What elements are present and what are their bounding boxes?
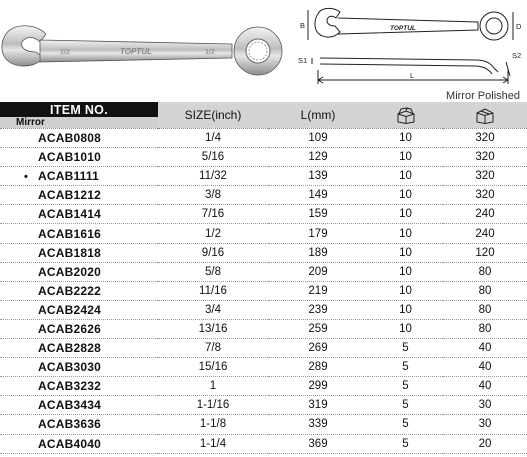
svg-text:L: L — [410, 71, 415, 80]
table-row — [0, 224, 527, 243]
item-code-cell — [0, 224, 158, 243]
carton-qty-cell: 80 — [443, 319, 527, 338]
item-code: ACAB1414 — [38, 207, 101, 222]
carton-qty-cell: 320 — [443, 129, 527, 148]
item-code: ACAB2828 — [38, 341, 101, 356]
item-code: ACAB3434 — [38, 398, 101, 413]
item-code-cell — [0, 434, 158, 453]
length-cell: 189 — [268, 243, 368, 262]
table-header-row — [0, 102, 527, 129]
table-row — [0, 243, 527, 262]
table-row — [0, 319, 527, 338]
carton-qty-cell: 320 — [443, 148, 527, 167]
item-code: ACAB2222 — [38, 283, 101, 298]
item-code-cell — [0, 300, 158, 319]
inner-qty-cell: 10 — [368, 281, 443, 300]
inner-qty-cell: 10 — [368, 262, 443, 281]
length-cell: 139 — [268, 167, 368, 186]
table-row — [0, 148, 527, 167]
item-code: ACAB2626 — [38, 321, 101, 336]
inner-qty-cell: 10 — [368, 243, 443, 262]
item-code: ACAB1818 — [38, 245, 101, 260]
carton-qty-cell: 40 — [443, 358, 527, 377]
item-code: ACAB1111 — [38, 169, 99, 184]
length-cell: 299 — [268, 377, 368, 396]
item-code-cell — [0, 319, 158, 338]
inner-qty-cell: 5 — [368, 358, 443, 377]
finish-label: Mirror Polished — [446, 90, 520, 102]
size-cell: 3/8 — [158, 186, 268, 205]
length-cell: 219 — [268, 281, 368, 300]
length-cell: 289 — [268, 358, 368, 377]
table-row — [0, 396, 527, 415]
table-row — [0, 167, 527, 186]
table-row — [0, 281, 527, 300]
item-code-cell — [0, 129, 158, 148]
item-code: ACAB3232 — [38, 379, 101, 394]
length-cell: 369 — [268, 434, 368, 453]
item-code-cell — [0, 281, 158, 300]
table-row — [0, 415, 527, 434]
size-cell: 1 — [158, 377, 268, 396]
inner-box-header — [368, 102, 443, 129]
length-cell: 129 — [268, 148, 368, 167]
length-cell: 209 — [268, 262, 368, 281]
table-row — [0, 186, 527, 205]
inner-qty-cell: 10 — [368, 148, 443, 167]
size-cell: 15/16 — [158, 358, 268, 377]
inner-qty-cell: 10 — [368, 205, 443, 224]
length-cell: 149 — [268, 186, 368, 205]
table-row — [0, 339, 527, 358]
table-row — [0, 377, 527, 396]
inner-qty-cell: 5 — [368, 434, 443, 453]
item-code-cell — [0, 358, 158, 377]
combination-wrench-image — [0, 22, 285, 84]
table-row — [0, 262, 527, 281]
carton-qty-cell: 20 — [443, 434, 527, 453]
size-cell: 5/16 — [158, 148, 268, 167]
item-code: ACAB1010 — [38, 150, 101, 165]
bullet-marker: • — [24, 171, 29, 184]
size-cell: 1/2 — [158, 224, 268, 243]
table-row — [0, 300, 527, 319]
item-no-header: ITEM NO. Mirror — [0, 102, 158, 129]
item-code-cell — [0, 377, 158, 396]
length-cell: 269 — [268, 339, 368, 358]
carton-qty-cell: 80 — [443, 262, 527, 281]
inner-box-icon — [396, 107, 416, 124]
svg-text:B: B — [300, 21, 306, 30]
size-cell: 5/8 — [158, 262, 268, 281]
carton-icon — [475, 107, 495, 124]
item-code-cell — [0, 415, 158, 434]
item-code-cell — [0, 167, 158, 186]
inner-qty-cell: 10 — [368, 319, 443, 338]
length-cell: 179 — [268, 224, 368, 243]
carton-qty-cell: 30 — [443, 396, 527, 415]
size-cell: 7/16 — [158, 205, 268, 224]
size-cell: 9/16 — [158, 243, 268, 262]
length-cell: 109 — [268, 129, 368, 148]
table-row — [0, 358, 527, 377]
length-cell: 339 — [268, 415, 368, 434]
carton-qty-cell: 320 — [443, 167, 527, 186]
carton-qty-cell: 40 — [443, 339, 527, 358]
carton-qty-cell: 80 — [443, 281, 527, 300]
carton-qty-cell: 320 — [443, 186, 527, 205]
item-code-cell — [0, 205, 158, 224]
size-cell: 3/4 — [158, 300, 268, 319]
item-code: ACAB4040 — [38, 436, 101, 451]
item-code: ACAB3030 — [38, 360, 101, 375]
item-code-cell — [0, 243, 158, 262]
svg-text:S1: S1 — [298, 56, 308, 65]
size-cell: 11/32 — [158, 167, 268, 186]
item-code-cell — [0, 339, 158, 358]
svg-text:1/2: 1/2 — [205, 49, 215, 56]
size-cell: 1-1/8 — [158, 415, 268, 434]
length-header: L(mm) — [268, 102, 368, 129]
size-cell: 11/16 — [158, 281, 268, 300]
length-cell: 259 — [268, 319, 368, 338]
item-code: ACAB0808 — [38, 131, 101, 146]
table-row — [0, 129, 527, 148]
svg-text:D: D — [516, 22, 522, 31]
item-code-cell — [0, 396, 158, 415]
item-code: ACAB2020 — [38, 264, 101, 279]
size-cell: 7/8 — [158, 339, 268, 358]
inner-qty-cell: 5 — [368, 415, 443, 434]
svg-text:S2: S2 — [512, 51, 522, 60]
table-row — [0, 205, 527, 224]
inner-qty-cell: 5 — [368, 396, 443, 415]
size-cell: 1-1/4 — [158, 434, 268, 453]
size-cell: 13/16 — [158, 319, 268, 338]
carton-qty-cell: 240 — [443, 224, 527, 243]
item-code: ACAB2424 — [38, 302, 101, 317]
carton-qty-cell: 80 — [443, 300, 527, 319]
inner-qty-cell: 5 — [368, 339, 443, 358]
length-cell: 319 — [268, 396, 368, 415]
carton-header — [443, 102, 527, 129]
item-code: ACAB1212 — [38, 188, 101, 203]
size-cell: 1-1/16 — [158, 396, 268, 415]
inner-qty-cell: 10 — [368, 300, 443, 319]
inner-qty-cell: 10 — [368, 167, 443, 186]
length-cell: 239 — [268, 300, 368, 319]
svg-text:1/2: 1/2 — [60, 49, 70, 56]
dimension-diagram — [298, 0, 527, 90]
inner-qty-cell: 10 — [368, 186, 443, 205]
size-cell: 1/4 — [158, 129, 268, 148]
length-cell: 159 — [268, 205, 368, 224]
carton-qty-cell: 40 — [443, 377, 527, 396]
item-code-cell — [0, 262, 158, 281]
spec-table — [0, 102, 527, 454]
inner-qty-cell: 10 — [368, 224, 443, 243]
item-code-cell — [0, 186, 158, 205]
table-row — [0, 434, 527, 453]
item-code: ACAB1616 — [38, 226, 101, 241]
size-header: SIZE(inch) — [158, 102, 268, 129]
svg-text:TOPTUL: TOPTUL — [390, 25, 416, 32]
item-code: ACAB3636 — [38, 417, 101, 432]
item-code-cell — [0, 148, 158, 167]
carton-qty-cell: 120 — [443, 243, 527, 262]
inner-qty-cell: 5 — [368, 377, 443, 396]
carton-qty-cell: 240 — [443, 205, 527, 224]
svg-text:TOPTUL: TOPTUL — [120, 47, 152, 56]
product-illustrations — [0, 0, 527, 90]
inner-qty-cell: 10 — [368, 129, 443, 148]
carton-qty-cell: 30 — [443, 415, 527, 434]
